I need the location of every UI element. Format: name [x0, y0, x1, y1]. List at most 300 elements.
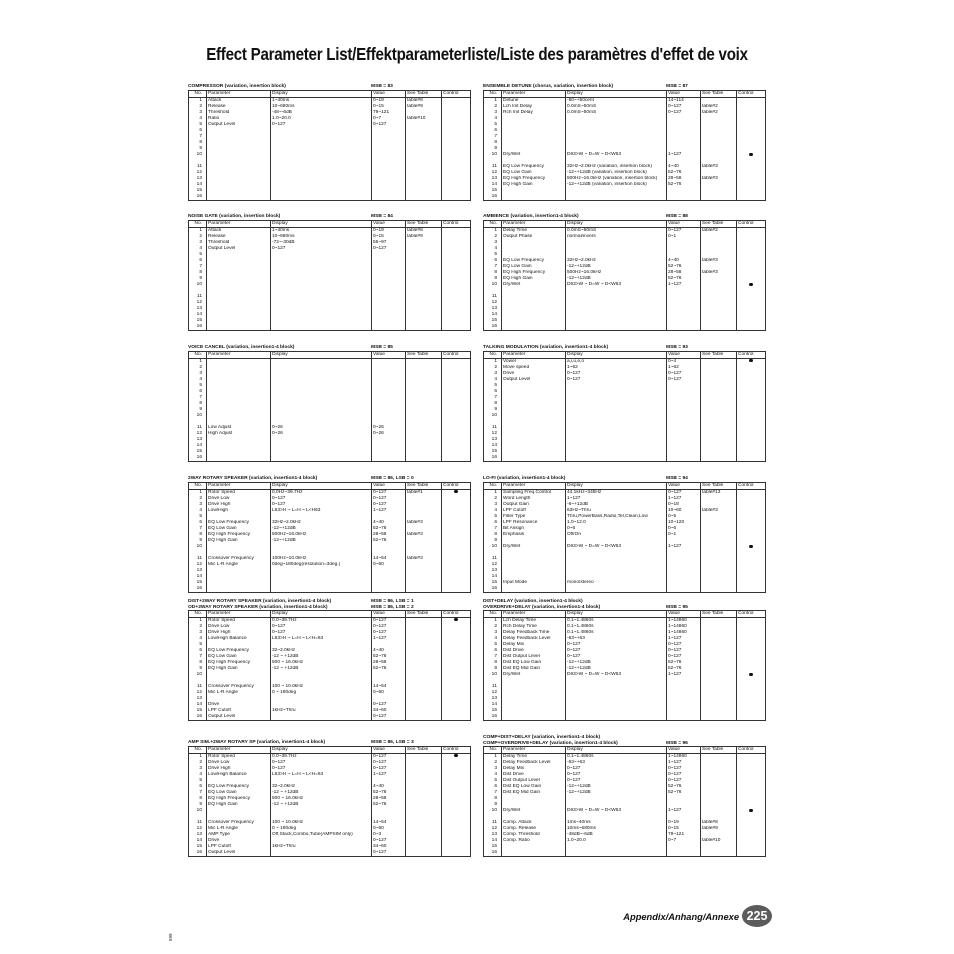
row-number: 14 [484, 702, 502, 708]
row-number: 5 [189, 122, 207, 128]
parameter-cell: Dry/Wet [502, 808, 566, 814]
display-cell: -12~+12dB [566, 276, 667, 282]
control-cell [737, 455, 766, 462]
value-cell: 52~76 [667, 182, 701, 188]
parameter-cell [502, 586, 566, 593]
display-cell: 1~127 [566, 496, 667, 502]
row-number: 5 [189, 252, 207, 258]
row-number: 15 [484, 188, 502, 194]
parameter-cell: EQ High Gain [502, 276, 566, 282]
row-number: 13 [484, 696, 502, 702]
value-cell: 0~60 [372, 690, 406, 696]
column-header-parameter: Parameter [502, 483, 566, 490]
parameter-cell: EQ High Frequency [207, 532, 271, 538]
parameter-cell: Delay Mix [502, 766, 566, 772]
column-header-control: Control [737, 352, 766, 359]
parameter-table [188, 746, 471, 857]
effect-name: ENSEMBLE DETUNE (chorus, variation, insertion block) [483, 84, 614, 89]
value-cell: 28~58 [372, 796, 406, 802]
display-cell: 0.0mS~50mS [566, 228, 667, 235]
display-cell: L63>H ~ L=H ~ L<H=63 [271, 772, 372, 778]
row-number: 16 [189, 586, 207, 593]
row-number: 10 [484, 282, 502, 288]
table-header-row [189, 611, 471, 618]
value-cell [667, 455, 701, 462]
section-heading [188, 345, 470, 351]
row-number: 6 [484, 520, 502, 526]
column-header-table: See Table [701, 221, 737, 228]
display-cell: 63Hz~Thru [566, 508, 667, 514]
section-heading [188, 599, 470, 610]
parameter-cell: LPF Cutoff [207, 708, 271, 714]
row-number: 4 [484, 508, 502, 514]
row-number: 3 [484, 766, 502, 772]
display-cell: 0~127 [566, 778, 667, 784]
msb-value: MSB = 86, LSB = 1 [371, 599, 414, 604]
parameter-cell: Output Gain [502, 502, 566, 508]
column-header-value: Value [667, 352, 701, 359]
display-cell: 1~40ms [271, 228, 372, 235]
column-header-parameter: Parameter [502, 91, 566, 98]
effect-section [483, 476, 765, 593]
value-cell: 28~58 [667, 176, 701, 182]
row-number: 9 [484, 407, 502, 413]
parameter-cell: Output Level [207, 714, 271, 721]
see-table-cell: table#9 [406, 104, 442, 110]
row-number: 9 [484, 538, 502, 544]
value-cell: 14~54 [372, 556, 406, 562]
column-header-value: Value [372, 221, 406, 228]
row-number: 1 [484, 618, 502, 625]
column-header-display: Display [271, 91, 372, 98]
parameter-cell: Emphasis [502, 532, 566, 538]
column-header-display: Display [566, 747, 667, 754]
parameter-cell [207, 586, 271, 593]
display-cell: D63>W ~ D=W ~ D<W63 [566, 152, 667, 158]
column-header-no: No. [484, 352, 502, 359]
parameter-cell: Drive [207, 838, 271, 844]
parameter-cell: EQ Low Gain [207, 654, 271, 660]
parameter-cell: Threshold [207, 110, 271, 116]
row-number: 15 [189, 580, 207, 586]
column-header-value: Value [667, 91, 701, 98]
parameter-cell [502, 194, 566, 201]
display-cell: 0~127 [566, 648, 667, 654]
row-number: 8 [484, 796, 502, 802]
value-cell: 52~76 [667, 264, 701, 270]
value-cell: 1~127 [667, 808, 701, 814]
row-number: 16 [484, 850, 502, 857]
value-cell: 0~60 [372, 562, 406, 568]
value-cell: 1~14860 [667, 754, 701, 761]
value-cell: 0~127 [372, 496, 406, 502]
column-header-parameter: Parameter [207, 747, 271, 754]
parameter-cell: Rch Init Delay [502, 110, 566, 116]
value-cell [667, 850, 701, 857]
see-table-cell: table#8 [406, 228, 442, 235]
see-table-cell [406, 194, 442, 201]
row-number: 5 [484, 514, 502, 520]
value-cell: 0~127 [667, 377, 701, 383]
control-cell [442, 194, 471, 201]
parameter-cell: LPF Cutoff [502, 508, 566, 514]
row-number: 4 [189, 246, 207, 252]
column-header-value: Value [372, 611, 406, 618]
row-number: 15 [189, 844, 207, 850]
row-number: 11 [484, 164, 502, 170]
see-table-cell: table#10 [701, 838, 737, 844]
see-table-cell: table#8 [701, 820, 737, 826]
column-header-display: Display [271, 483, 372, 490]
column-header-no: No. [189, 221, 207, 228]
row-number: 4 [484, 116, 502, 122]
row-number: 13 [189, 696, 207, 702]
display-cell: 500 ~ 16.0kHz [271, 796, 372, 802]
display-cell: 0.0~39.7Hz [271, 618, 372, 625]
row-number: 7 [189, 134, 207, 140]
row-number: 2 [484, 365, 502, 371]
row-number: 16 [189, 455, 207, 462]
row-number: 2 [484, 760, 502, 766]
row-number: 3 [189, 371, 207, 377]
display-cell: 0~127 [566, 371, 667, 377]
section-heading [188, 476, 470, 482]
msb-value: MSB = 88 [666, 214, 688, 219]
effect-section [483, 735, 765, 857]
page-number-badge: 225 [742, 905, 772, 927]
row-number: 11 [484, 556, 502, 562]
column-header-control: Control [442, 91, 471, 98]
display-cell: 10ms~680ms [566, 826, 667, 832]
row-number: 6 [189, 128, 207, 134]
parameter-cell: Dry/Wet [502, 544, 566, 550]
parameter-cell [502, 714, 566, 721]
display-cell: 500Hz~16.0kHz [271, 532, 372, 538]
value-cell: 10~60 [667, 508, 701, 514]
table-row [189, 194, 471, 201]
row-number: 13 [189, 176, 207, 182]
row-number: 14 [484, 574, 502, 580]
row-number: 14 [189, 574, 207, 580]
row-number: 1 [484, 228, 502, 235]
display-cell: 10~680ms [271, 104, 372, 110]
see-table-cell: table#3 [406, 556, 442, 562]
row-number: 12 [484, 431, 502, 437]
column-header-value: Value [667, 483, 701, 490]
row-number: 14 [189, 182, 207, 188]
table-header-row [484, 352, 766, 359]
column-header-no: No. [484, 611, 502, 618]
display-cell: 0~127 [271, 496, 372, 502]
value-cell: 4~40 [372, 784, 406, 790]
msb-value: MSB = 86, LSB = 3 [371, 740, 414, 745]
display-cell: 32~2.0kHz [271, 648, 372, 654]
display-cell: 1~40ms [271, 98, 372, 105]
row-number: 2 [484, 496, 502, 502]
row-number: 12 [484, 826, 502, 832]
parameter-cell: Low/High Balance [207, 636, 271, 642]
parameter-cell: Dist EQ Mid Gain [502, 790, 566, 796]
value-cell: 1~127 [372, 772, 406, 778]
value-cell: 79~121 [667, 832, 701, 838]
control-cell [442, 850, 471, 857]
column-header-parameter: Parameter [502, 611, 566, 618]
row-number: 1 [484, 359, 502, 366]
control-cell [442, 324, 471, 331]
row-number: 15 [189, 188, 207, 194]
display-cell [271, 586, 372, 593]
control-dot-icon [749, 809, 752, 812]
display-cell: D63>W ~ D=W ~ D<W63 [566, 808, 667, 814]
display-cell: 0.1~1.4860s [566, 630, 667, 636]
column-header-control: Control [737, 221, 766, 228]
display-cell: 32Hz~2.0kHz [271, 520, 372, 526]
row-number: 5 [189, 514, 207, 520]
row-number: 7 [484, 526, 502, 532]
row-number: 6 [484, 128, 502, 134]
value-cell: 0~26 [372, 425, 406, 431]
parameter-cell: EQ High Frequency [207, 796, 271, 802]
value-cell: 0~7 [667, 838, 701, 844]
row-number: 10 [484, 672, 502, 678]
see-table-cell: table#3 [701, 508, 737, 514]
display-cell: 100Hz~10.0kHz [271, 556, 372, 562]
parameter-cell: Attack [207, 98, 271, 105]
value-cell: 0~127 [667, 371, 701, 377]
parameter-cell: EQ Low Gain [207, 526, 271, 532]
value-cell [667, 194, 701, 201]
row-number: 7 [189, 654, 207, 660]
parameter-cell: LPF Resonance [502, 520, 566, 526]
display-cell: 0~127 [566, 642, 667, 648]
display-cell: 0.1~1.4860s [566, 754, 667, 761]
display-cell: -12 ~ +12dB [271, 802, 372, 808]
value-cell: 0~60 [372, 826, 406, 832]
parameter-cell: EQ High Gain [207, 666, 271, 672]
value-cell: 52~76 [667, 170, 701, 176]
row-number: 13 [484, 832, 502, 838]
row-number: 8 [189, 140, 207, 146]
display-cell: 0~127 [566, 772, 667, 778]
column-header-table: See Table [701, 747, 737, 754]
value-cell: 28~58 [372, 660, 406, 666]
parameter-cell: Comp. Release [502, 826, 566, 832]
row-number: 3 [189, 630, 207, 636]
display-cell: 0 ~ 180deg [271, 826, 372, 832]
row-number: 11 [189, 164, 207, 170]
parameter-cell: Delay Feedback Level [502, 760, 566, 766]
row-number: 15 [484, 580, 502, 586]
value-cell [372, 455, 406, 462]
row-number: 5 [484, 642, 502, 648]
column-header-table: See Table [701, 352, 737, 359]
parameter-cell: Rch Delay Time [502, 624, 566, 630]
parameter-cell: Output Level [207, 122, 271, 128]
parameter-cell: Low/High [207, 508, 271, 514]
column-header-control: Control [737, 483, 766, 490]
row-number: 10 [189, 282, 207, 288]
row-number: 6 [484, 258, 502, 264]
value-cell: 0~18 [667, 502, 701, 508]
see-table-cell: table#2 [701, 110, 737, 116]
parameter-cell: Dry/Wet [502, 152, 566, 158]
display-cell [566, 586, 667, 593]
section-heading [483, 345, 765, 351]
row-number: 10 [484, 544, 502, 550]
display-cell: -12~+12dB [566, 790, 667, 796]
table-header-row [484, 91, 766, 98]
value-cell [372, 324, 406, 331]
parameter-cell: Drive Low [207, 624, 271, 630]
value-cell: 0~7 [372, 116, 406, 122]
value-cell: 52~76 [372, 666, 406, 672]
display-cell: -50~+50cent [566, 98, 667, 105]
column-header-no: No. [484, 747, 502, 754]
parameter-cell: Output Level [502, 377, 566, 383]
display-cell [566, 850, 667, 857]
row-number: 14 [484, 182, 502, 188]
column-header-table: See Table [701, 483, 737, 490]
display-cell: -12~+12dB [566, 264, 667, 270]
effect-name: OVERDRIVE+DELAY (variation, insertion1-4 block) [483, 604, 601, 610]
row-number: 15 [189, 318, 207, 324]
table-row [484, 586, 766, 593]
section-heading [188, 740, 470, 746]
row-number: 5 [484, 383, 502, 389]
row-number: 1 [189, 490, 207, 497]
parameter-cell: Rotor Speed [207, 490, 271, 497]
parameter-cell: Mic L-R Angle [207, 690, 271, 696]
row-number: 1 [189, 754, 207, 761]
table-row [189, 324, 471, 331]
parameter-cell: Output Level [207, 246, 271, 252]
column-header-control: Control [737, 747, 766, 754]
msb-value: MSB = 83 [371, 84, 393, 89]
row-number: 8 [484, 532, 502, 538]
value-cell: 52~76 [372, 790, 406, 796]
display-cell [271, 850, 372, 857]
value-cell: 4~40 [372, 648, 406, 654]
parameter-cell: Filter Type [502, 514, 566, 520]
parameter-cell: Dist EQ Low Gain [502, 784, 566, 790]
column-header-table: See Table [406, 747, 442, 754]
parameter-table [483, 610, 766, 721]
row-number: 3 [484, 110, 502, 116]
parameter-cell: Drive Low [207, 760, 271, 766]
row-number: 7 [484, 790, 502, 796]
effect-name: OD+2WAY ROTARY SPEAKER (variation, insertion1-4 block) [188, 604, 328, 610]
parameter-cell: Lch Delay Time [502, 618, 566, 625]
row-number: 3 [189, 110, 207, 116]
display-cell: 0~127 [271, 624, 372, 630]
effect-name: 2WAY ROTARY SPEAKER (variation, insertion1-4 block) [188, 476, 318, 481]
value-cell: 0~127 [667, 228, 701, 235]
see-table-cell [701, 714, 737, 721]
display-cell: 0~127 [271, 760, 372, 766]
row-number: 9 [484, 666, 502, 672]
display-cell: 0.0~39.7Hz [271, 754, 372, 761]
row-number: 6 [189, 258, 207, 264]
display-cell: -63~+63 [566, 760, 667, 766]
parameter-cell: EQ Low Frequency [207, 520, 271, 526]
row-number: 5 [189, 778, 207, 784]
row-number: 11 [484, 820, 502, 826]
column-header-table: See Table [701, 611, 737, 618]
parameter-table [483, 482, 766, 593]
parameter-cell: Dist Drive [502, 648, 566, 654]
column-header-value: Value [667, 221, 701, 228]
row-number: 2 [484, 234, 502, 240]
row-number: 12 [484, 300, 502, 306]
parameter-cell: Dry/Wet [502, 672, 566, 678]
row-number: 4 [189, 508, 207, 514]
control-dot-icon [454, 618, 457, 621]
parameter-cell: Mic L-R Angle [207, 562, 271, 568]
display-cell: 1.0~20.0 [566, 838, 667, 844]
column-header-no: No. [189, 91, 207, 98]
msb-value: MSB = 86, LSB = 0 [371, 476, 414, 481]
table-row [189, 455, 471, 462]
display-cell: 0~26 [271, 431, 372, 437]
effect-name: TALKING MODULATION (variation, insertion1-4 block) [483, 345, 609, 350]
display-cell: 0.0Hz~39.7Hz [271, 490, 372, 497]
row-number: 1 [189, 359, 207, 366]
table-header-row [189, 221, 471, 228]
parameter-cell: Crossover Frequency [207, 684, 271, 690]
parameter-cell: Move speed [502, 365, 566, 371]
row-number: 16 [484, 194, 502, 201]
column-header-value: Value [372, 483, 406, 490]
parameter-cell: Delay Time [502, 228, 566, 235]
row-number: 4 [189, 636, 207, 642]
column-header-table: See Table [406, 91, 442, 98]
value-cell: 0~127 [372, 122, 406, 128]
row-number: 14 [484, 443, 502, 449]
column-header-control: Control [737, 611, 766, 618]
row-number: 12 [484, 170, 502, 176]
row-number: 8 [484, 270, 502, 276]
column-header-parameter: Parameter [502, 221, 566, 228]
see-table-cell: table#13 [701, 490, 737, 497]
control-cell [442, 714, 471, 721]
row-number: 1 [189, 228, 207, 235]
parameter-cell: Output Level [207, 850, 271, 857]
value-cell: 0~127 [667, 654, 701, 660]
value-cell: 0~127 [372, 630, 406, 636]
effect-section [188, 740, 470, 857]
row-number: 2 [189, 624, 207, 630]
parameter-cell [502, 324, 566, 331]
row-number: 2 [189, 365, 207, 371]
value-cell: 0~15 [372, 104, 406, 110]
parameter-cell: Drive Low [207, 496, 271, 502]
parameter-cell: EQ High Frequency [502, 270, 566, 276]
row-number: 4 [484, 772, 502, 778]
table-header-row [189, 91, 471, 98]
display-cell: 1.0~20.0 [271, 116, 372, 122]
display-cell: Off/On [566, 532, 667, 538]
display-cell: 0~6 [566, 526, 667, 532]
value-cell: 14~54 [372, 820, 406, 826]
row-number: 8 [189, 660, 207, 666]
value-cell: 0~26 [372, 431, 406, 437]
value-cell: 1~14860 [667, 630, 701, 636]
value-cell: 0~1 [667, 532, 701, 538]
parameter-cell: Dist Output Level [502, 654, 566, 660]
parameter-cell: Release [207, 234, 271, 240]
display-cell [271, 455, 372, 462]
table-header-row [484, 483, 766, 490]
